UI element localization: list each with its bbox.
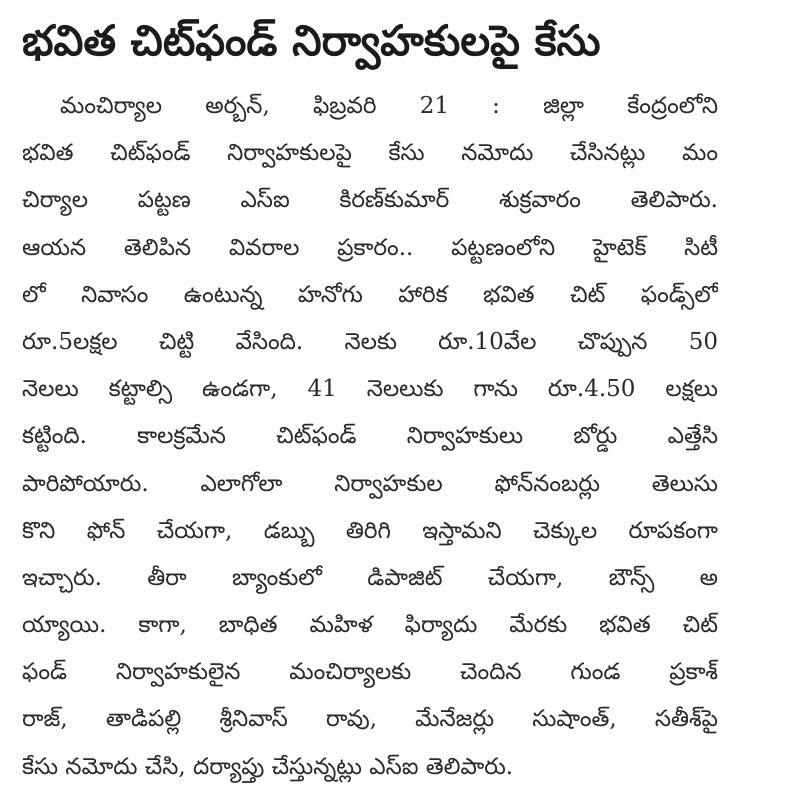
- body-line: రాజ్‌, తాడిపల్లి శ్రీనివాస్‌ రావు, మేనేజర్లు సుషాంత్‌, సతీశ్‌పై: [22, 706, 718, 733]
- article-body: [22, 83, 718, 791]
- body-line: చిర్యాల పట్టణ ఎస్‌ఐ కిరణ్‌కుమార్‌ శుక్రవారం తెలిపారు.: [22, 187, 718, 214]
- body-line: మంచిర్యాల అర్బన్‌, ఫిబ్రవరి 21 : జిల్లా కేంద్రంలోని: [60, 93, 718, 119]
- body-line: నెలలు కట్టాల్సి ఉండగా, 41 నెలలుకు గాను రూ.4.50 లక్షలు: [22, 376, 718, 403]
- body-line: కట్టింది. కాలక్రమేన చిట్‌ఫండ్‌ నిర్వాహకులు బోర్డు ఎత్తేసి: [22, 423, 718, 450]
- body-line: కొని ఫోన్‌ చేయగా, డబ్బు తిరిగి ఇస్తామని చెక్కుల రూపకంగా: [22, 517, 718, 544]
- body-line: ఆయన తెలిపిన వివరాల ప్రకారం.. పట్టణంలోని హైటెక్‌ సిటీ: [22, 234, 718, 261]
- body-line: కేసు నమోదు చేసి, దర్యాప్తు చేస్తున్నట్లు ఎస్‌ఐ తెలిపారు.: [22, 753, 514, 780]
- body-line: ఇచ్చారు. తీరా బ్యాంకులో డిపాజిట్‌ చేయగా, బౌన్స్‌ అ: [22, 564, 718, 591]
- body-line: రూ.5లక్షల చిట్టి వేసింది. నెలకు రూ.10వేల చొప్పున 50: [22, 328, 718, 355]
- body-line: లో నివాసం ఉంటున్న హనోగు హారిక భవిత చిట్‌ ఫండ్స్‌లో: [22, 281, 718, 308]
- body-line: ఫండ్‌ నిర్వాహకులైన మంచిర్యాలకు చెందిన గుండ ప్రకాశ్‌: [22, 659, 718, 686]
- body-line: య్యాయి. కాగా, బాధిత మహిళ ఫిర్యాదు మేరకు భవిత చిట్‌: [22, 612, 718, 639]
- article-headline: భవిత చిట్‌ఫండ్‌ నిర్వాహకులపై కేసు: [22, 16, 601, 65]
- body-line: పారిపోయారు. ఎలాగోలా నిర్వాహకుల ఫోన్‌నంబర్లు తెలుసు: [22, 470, 718, 497]
- body-line: భవిత చిట్‌ఫండ్‌ నిర్వాహకులపై కేసు నమోదు చేసినట్లు మం: [22, 140, 718, 167]
